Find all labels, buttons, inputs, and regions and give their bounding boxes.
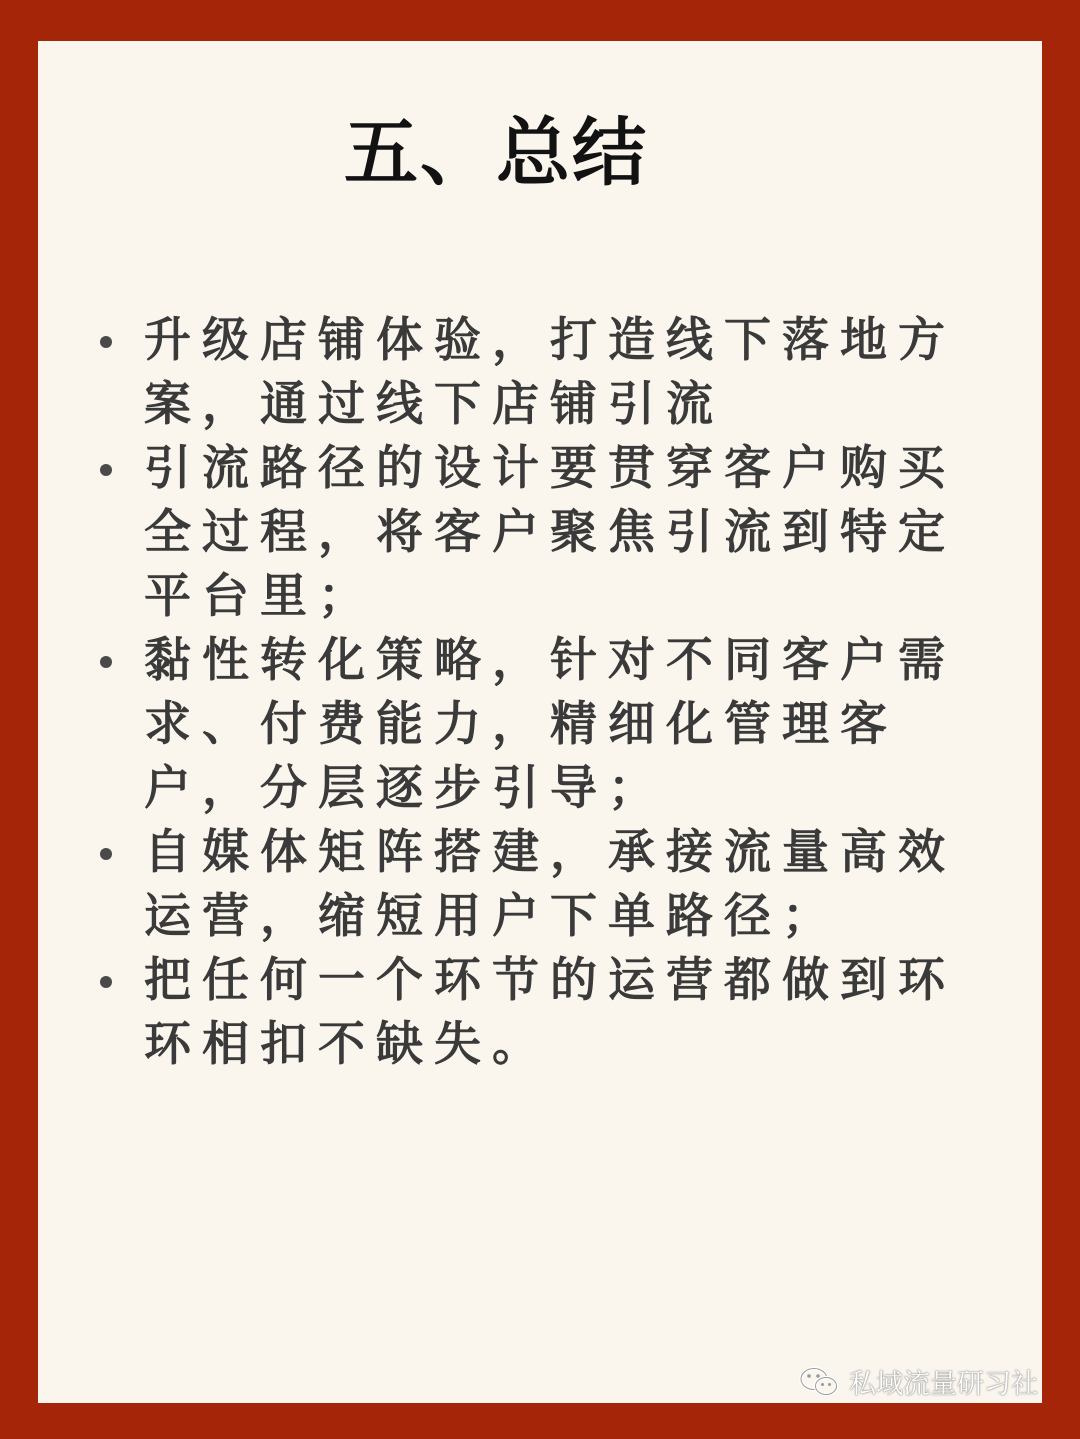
list-item-text: 黏性转化策略，针对不同客户需求、付费能力，精细化管理客户，分层逐步引导；: [144, 633, 956, 816]
bullet-dot-icon: [100, 656, 112, 668]
list-item-text: 自媒体矩阵搭建，承接流量高效运营，缩短用户下单路径；: [144, 825, 956, 944]
list-item: [38, 949, 966, 1077]
bullet-dot-icon: [100, 848, 112, 860]
bullet-dot-icon: [100, 336, 112, 348]
list-item-text: 引流路径的设计要贯穿客户购买全过程，将客户聚焦引流到特定平台里；: [144, 441, 956, 624]
list-item-text: 把任何一个环节的运营都做到环环相扣不缺失。: [144, 953, 956, 1072]
bullet-dot-icon: [100, 976, 112, 988]
summary-list: [38, 309, 966, 1077]
page-title: 五、总结: [344, 110, 648, 196]
list-item-text: 升级店铺体验，打造线下落地方案，通过线下店铺引流: [144, 313, 956, 432]
watermark-text: 私域流量研习社: [849, 1369, 1038, 1400]
list-item: [38, 309, 966, 437]
list-item: [38, 629, 966, 821]
list-item: [38, 437, 966, 629]
bullet-dot-icon: [100, 464, 112, 476]
watermark: [799, 1362, 1038, 1401]
wechat-icon: [799, 1366, 839, 1398]
list-item: [38, 821, 966, 949]
content-card: [38, 41, 1042, 1403]
